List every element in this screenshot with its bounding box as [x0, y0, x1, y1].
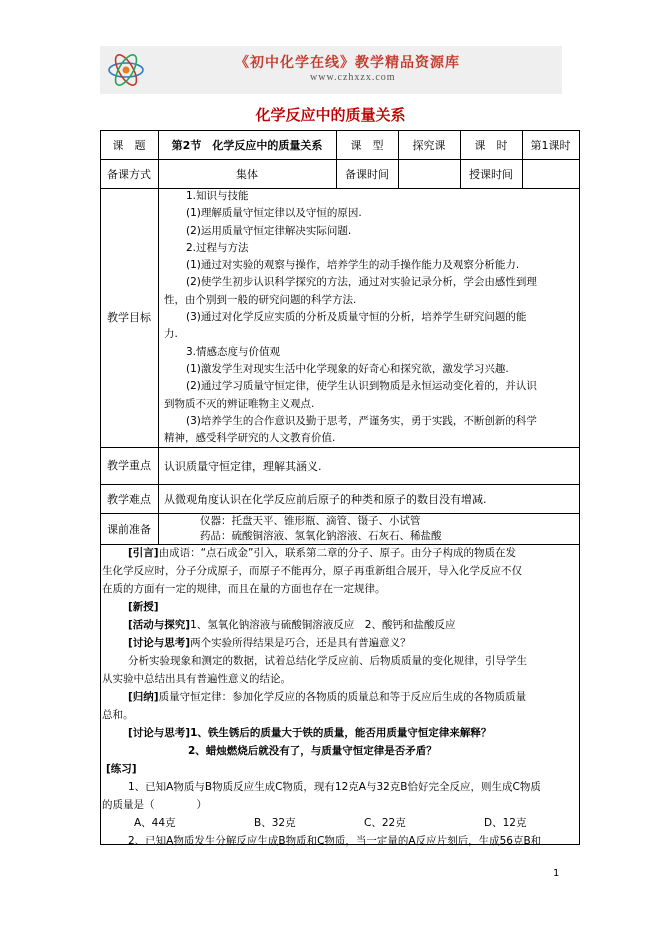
- header-banner: [100, 46, 562, 94]
- type-value: 探究课: [412, 138, 446, 152]
- atom-logo-icon: [106, 50, 146, 90]
- practice-tag: [练习]: [106, 763, 137, 775]
- analysis-text: 分析实验现象和测定的数据，试着总结化学反应前、后物质质量的变化规律，引导学生: [128, 655, 527, 667]
- column-divider: [158, 130, 159, 544]
- objective-line: 力.: [164, 328, 178, 341]
- intro-tag: [引言]: [128, 547, 159, 559]
- banner-title: 《初中化学在线》教学精品资源库: [235, 55, 460, 71]
- objective-line: 到物质不灭的辨证唯物主义观点.: [164, 397, 315, 410]
- difficulty-label: 教学难点: [107, 492, 151, 506]
- prep-time-label: 备课时间: [345, 167, 389, 181]
- discuss-question: 2、蜡烛燃烧后就没有了，与质量守恒定律是否矛盾？: [188, 745, 437, 757]
- table-border: [579, 130, 580, 845]
- intro-text: 生化学反应时，分子分成原子，而原子不能再分，原子再重新组合展开，导入化学反应不仅: [102, 565, 522, 577]
- page-number: 1: [553, 868, 560, 879]
- summary-text: 质量守恒定律：参加化学反应的各物质的质量总和等于反应后生成的各物质质量: [158, 691, 527, 703]
- preparation-label: 课前准备: [107, 522, 151, 536]
- teach-time-value: [522, 159, 579, 188]
- option-d: D、12克: [484, 817, 527, 829]
- objective-line: 性，由个别到一般的研究问题的科学方法.: [164, 293, 357, 306]
- objective-line: (2)运用质量守恒定律解决实际问题.: [186, 224, 352, 237]
- objective-line: (3)通过对化学反应实质的分析及质量守恒的分析，培养学生研究问题的能: [186, 311, 527, 324]
- objective-line: (1)通过对实验的观察与操作，培养学生的动手操作能力及观察分析能力.: [186, 259, 520, 272]
- topic-value: 第2节 化学反应中的质量关系: [171, 138, 323, 152]
- objective-line: 1.知识与技能: [186, 190, 249, 202]
- key-points-label: 教学重点: [107, 458, 151, 472]
- new-lesson-tag: [新授]: [128, 601, 159, 613]
- preparation-content: [200, 513, 442, 544]
- instruments-line: 仪器：托盘天平、锥形瓶、滴管、镊子、小试管: [200, 515, 421, 527]
- question-text: 2、已知A物质发生分解反应生成B物质和C物质，当一定量的A反应片刻后，生成56克B和: [128, 835, 542, 847]
- banner-url[interactable]: www.czhxzx.com: [310, 72, 396, 83]
- question-options: [102, 814, 576, 832]
- objective-line: 2.过程与方法: [186, 241, 249, 254]
- lesson-plan-table: [100, 130, 580, 845]
- method-value: 集体: [236, 167, 258, 181]
- objectives-content: [164, 188, 576, 447]
- option-b: B、32克: [254, 817, 296, 829]
- lesson-body: [102, 544, 576, 850]
- analysis-text: 从实验中总结出具有普遍性意义的结论。: [102, 673, 291, 685]
- intro-text: 由成语：“点石成金”引入，联系第二章的分子、原子。由分子构成的物质在发: [158, 547, 516, 559]
- objective-line: (2)通过学习质量守恒定律，使学生认识到物质是永恒运动变化着的，并认识: [186, 380, 537, 393]
- summary-tag: [归纳]: [128, 691, 159, 703]
- key-points-value: 认识质量守恒定律，理解其涵义.: [164, 459, 322, 473]
- explore-tag: [活动与探究]: [128, 619, 191, 631]
- objective-line: (2)使学生初步认识科学探究的方法，通过对实验记录分析，学会由感性到理: [186, 276, 537, 289]
- hours-value: 第1课时: [530, 138, 571, 152]
- discuss-question: 1、铁生锈后的质量大于铁的质量，能否用质量守恒定律来解释？: [190, 727, 492, 739]
- objectives-label: 教学目标: [107, 310, 151, 324]
- hours-label: 课 时: [474, 138, 508, 152]
- intro-text: 在质的方面有一定的规律，而且在量的方面也存在一定规律。: [102, 583, 386, 595]
- objective-line: 精神，感受科学研究的人文教育价值.: [164, 432, 336, 445]
- objective-line: (1)理解质量守恒定律以及守恒的原因.: [186, 207, 362, 220]
- reagents-line: 药品：硫酸铜溶液、氢氧化钠溶液、石灰石、稀盐酸: [200, 530, 442, 542]
- difficulty-value: 从微观角度认识在化学反应前后原子的种类和原子的数目没有增减.: [164, 492, 487, 506]
- objective-line: 3.情感态度与价值观: [186, 345, 281, 358]
- objective-line: (3)培养学生的合作意识及勤于思考，严谨务实，勇于实践，不断创新的科学: [186, 414, 537, 427]
- teach-time-label: 授课时间: [469, 167, 513, 181]
- explore-text: 1、氢氧化钠溶液与硫酸铜溶液反应 2、酸钙和盐酸反应: [190, 619, 456, 631]
- objective-line: (1)激发学生对现实生活中化学现象的好奇心和探究欲，激发学习兴趣.: [186, 362, 509, 375]
- prep-time-value: [398, 159, 460, 188]
- discuss-text: 两个实验所得结果是巧合，还是具有普遍意义？: [190, 637, 411, 649]
- type-label: 课 型: [350, 138, 384, 152]
- method-label: 备课方式: [107, 167, 151, 181]
- option-a: A、44克: [134, 817, 176, 829]
- discuss-tag: [讨论与思考]: [128, 637, 191, 649]
- discuss-tag: [讨论与思考]: [128, 727, 191, 739]
- topic-label: 课 题: [112, 138, 146, 152]
- summary-text: 总和。: [102, 709, 134, 721]
- question-text: 的质量是（ ）: [102, 799, 207, 811]
- option-c: C、22克: [364, 817, 406, 829]
- document-title: 化学反应中的质量关系: [255, 106, 406, 124]
- question-text: 1、已知A物质与B物质反应生成C物质，现有12克A与32克B恰好完全反应，则生成C物质: [128, 781, 541, 793]
